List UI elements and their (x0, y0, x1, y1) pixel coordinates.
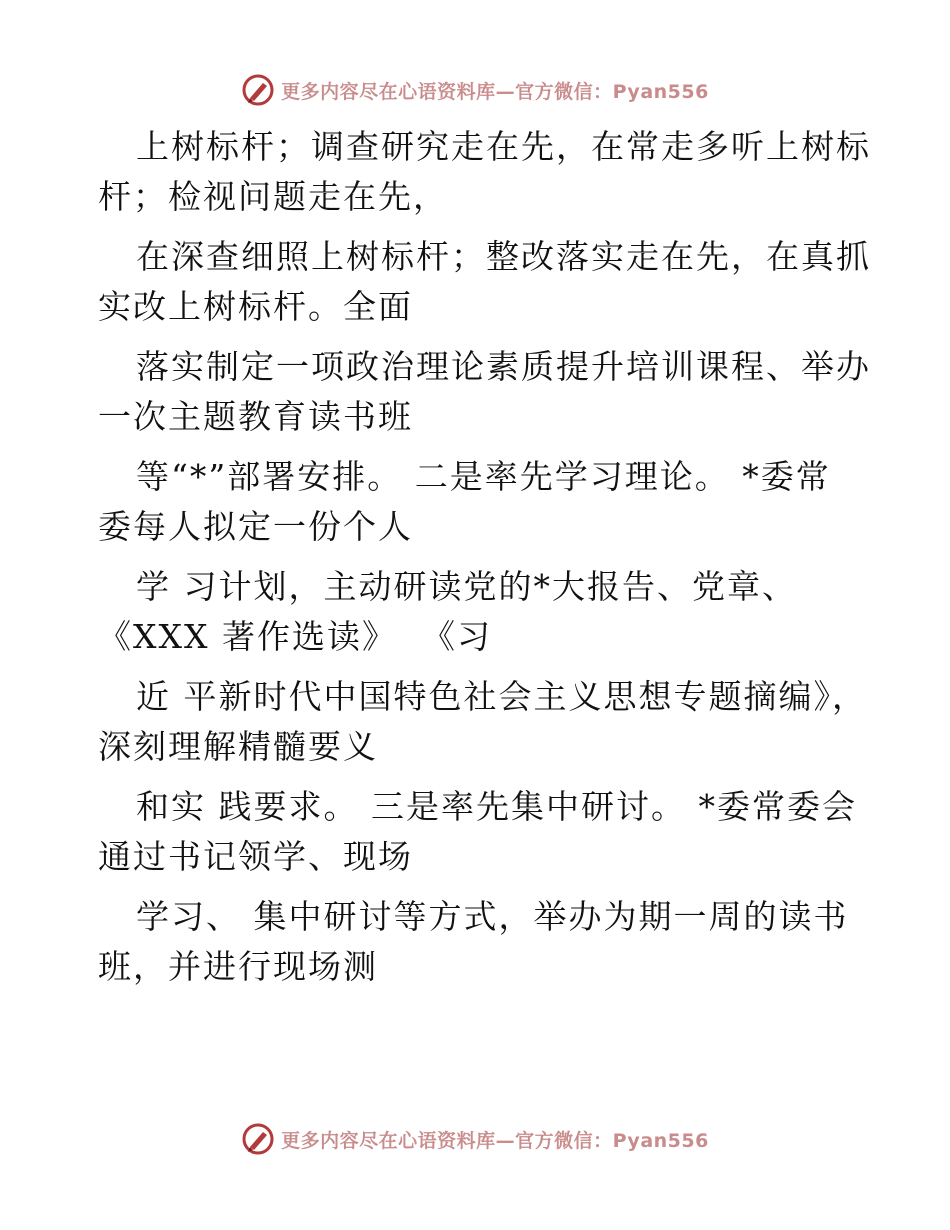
header-watermark (0, 70, 950, 110)
watermark-text: 更多内容尽在心语资料库—官方微信：Pyan556 (281, 1129, 709, 1152)
body-line: 落实制定一项政治理论素质提升培训课程、举办 (136, 347, 871, 386)
body-line: 学习、 集中研讨等方式，举办为期一周的读书 (136, 897, 849, 936)
body-line: 在深查细照上树标杆；整改落实走在先，在真抓 (136, 237, 871, 276)
document-body (98, 122, 871, 992)
body-line: 近 平新时代中国特色社会主义思想专题摘编》， (136, 677, 867, 716)
body-line: 和实 践要求。 三是率先集中研讨。 *委常委会 (136, 787, 857, 826)
body-line: 实改上树标杆。全面 (98, 287, 413, 326)
body-line: 《XXX 著作选读》 《习 (98, 617, 492, 656)
watermark-text: 更多内容尽在心语资料库—官方微信：Pyan556 (281, 80, 709, 103)
footer-watermark (0, 1119, 950, 1159)
body-line: 深刻理解精髓要义 (98, 727, 378, 766)
body-line: 通过书记领学、现场 (98, 837, 413, 876)
body-line: 等“*”部署安排。 二是率先学习理论。 *委常 (136, 457, 831, 496)
body-line: 杆；检视问题走在先， (98, 177, 448, 216)
body-line: 上树标杆；调查研究走在先，在常走多听上树标 (136, 127, 871, 166)
pen-circle-icon (241, 73, 275, 107)
body-line: 委每人拟定一份个人 (98, 507, 413, 546)
body-line: 一次主题教育读书班 (98, 397, 413, 436)
body-line: 班，并进行现场测 (98, 947, 378, 986)
body-line: 学 习计划，主动研读党的*大报告、党章、 (136, 567, 797, 606)
pen-circle-icon (241, 1122, 275, 1156)
